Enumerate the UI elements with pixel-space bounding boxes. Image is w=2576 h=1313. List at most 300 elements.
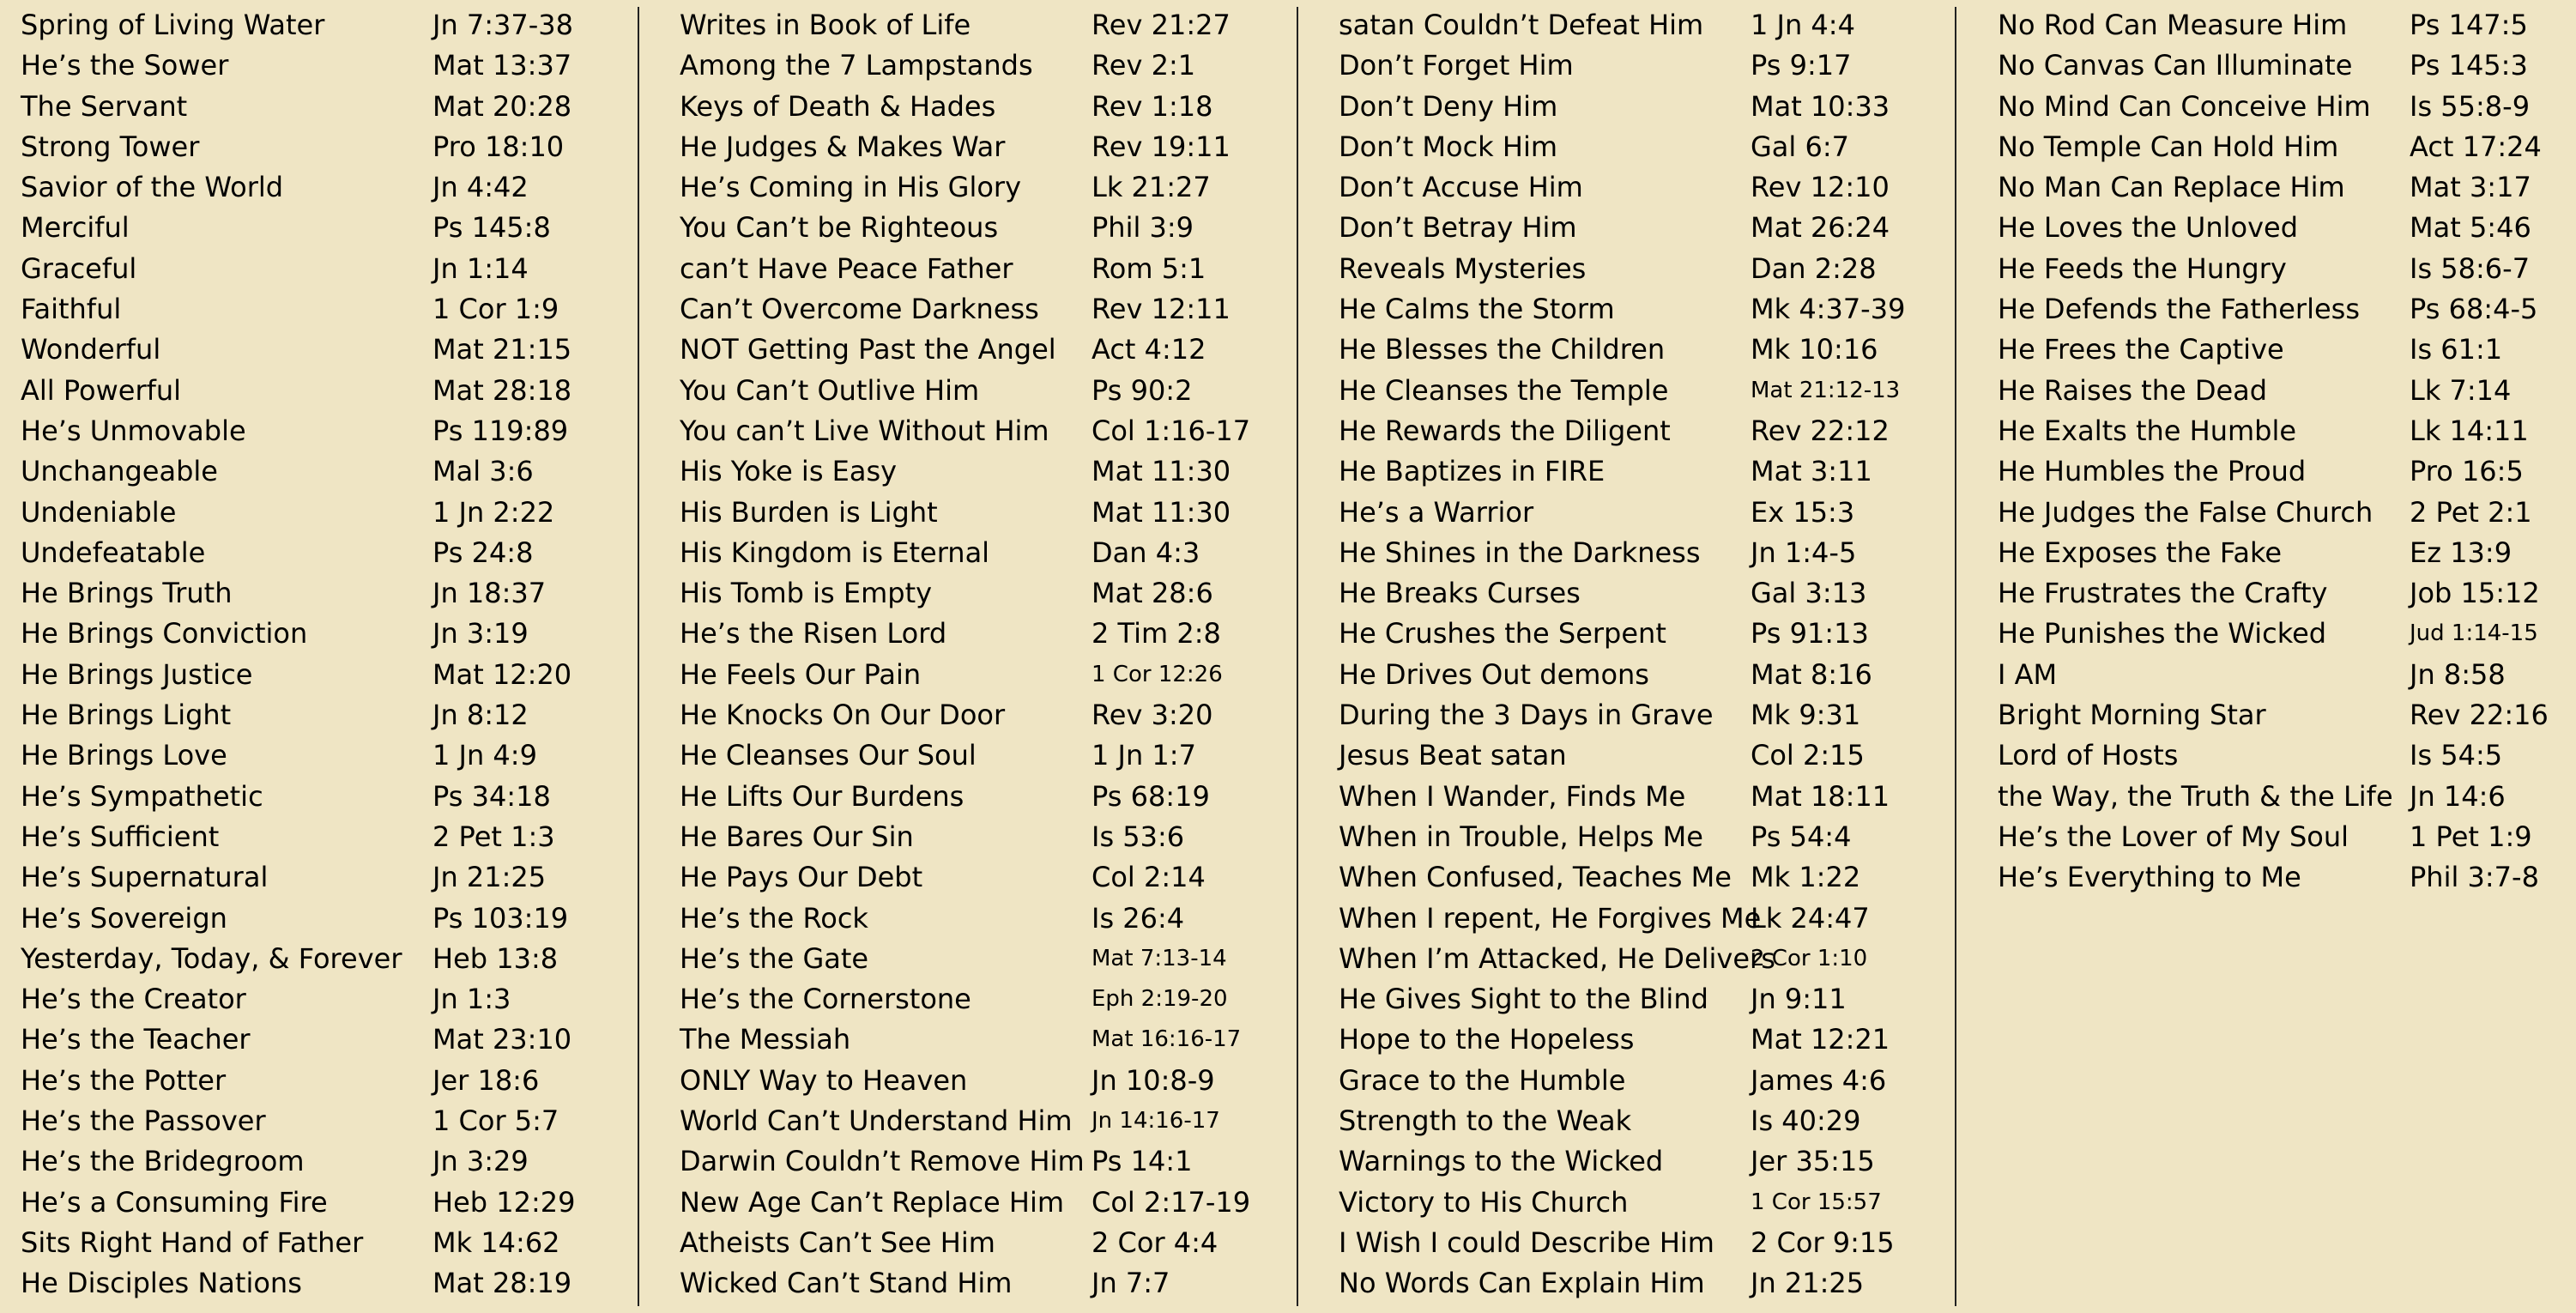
list-item	[1998, 817, 2576, 857]
title-text: He’s the Passover	[21, 1104, 266, 1138]
title-text: No Man Can Replace Him	[1998, 171, 2345, 204]
title-text: He’s Unmovable	[21, 414, 246, 447]
list-item	[21, 167, 673, 208]
scripture-reference: Phil 3:9	[1091, 211, 1194, 245]
list-item	[1998, 330, 2576, 370]
title-text: He Knocks On Our Door	[680, 699, 1006, 732]
scripture-reference: Mat 28:18	[432, 373, 572, 407]
title-text: He’s the Cornerstone	[680, 983, 971, 1016]
title-text: He Loves the Unloved	[1998, 211, 2299, 245]
list-item	[1998, 371, 2576, 411]
scripture-reference: Mat 12:20	[432, 657, 572, 691]
scripture-reference: Ps 119:89	[432, 414, 569, 447]
list-item	[1998, 411, 2576, 451]
scripture-reference: Dan 4:3	[1091, 535, 1200, 569]
title-text: Grace to the Humble	[1339, 1063, 1626, 1097]
list-item	[1339, 979, 1991, 1020]
title-text: His Burden is Light	[680, 495, 938, 529]
scripture-reference: Jn 10:8-9	[1091, 1063, 1215, 1097]
list-item	[21, 45, 673, 86]
scripture-reference: Mat 18:11	[1751, 779, 1890, 813]
list-item	[1339, 493, 1991, 533]
list-item	[1998, 493, 2576, 533]
title-text: Wonderful	[21, 333, 161, 366]
scripture-reference: Ez 13:9	[2410, 535, 2513, 569]
list-item	[21, 573, 673, 614]
title-text: He Punishes the Wicked	[1998, 617, 2327, 650]
list-item	[1998, 289, 2576, 330]
list-item	[1998, 533, 2576, 573]
scripture-reference: Mk 9:31	[1751, 699, 1861, 732]
scripture-reference: Ps 9:17	[1751, 49, 1852, 82]
scripture-reference: Is 55:8-9	[2410, 89, 2531, 123]
list-item	[21, 127, 673, 167]
list-item	[680, 493, 1332, 533]
list-item	[21, 899, 673, 939]
title-text: He’s the Gate	[680, 941, 869, 975]
list-item	[21, 777, 673, 817]
title-text: He’s a Consuming Fire	[21, 1185, 328, 1219]
title-text: When I’m Attacked, He Delivers	[1339, 941, 1775, 975]
scripture-reference: Is 58:6-7	[2410, 251, 2531, 285]
scripture-reference: Act 4:12	[1091, 333, 1206, 366]
list-item	[1339, 451, 1991, 492]
title-text: He’s the Risen Lord	[680, 617, 947, 650]
list-item	[680, 1263, 1332, 1304]
list-item	[21, 1223, 673, 1263]
title-text: Don’t Forget Him	[1339, 49, 1574, 82]
list-item	[1998, 777, 2576, 817]
scripture-reference: Mat 8:16	[1751, 657, 1872, 691]
scripture-reference: Lk 14:11	[2410, 414, 2529, 447]
list-item	[1998, 735, 2576, 776]
list-item	[21, 371, 673, 411]
title-text: He Frustrates the Crafty	[1998, 577, 2328, 610]
list-item	[1339, 573, 1991, 614]
title-text: When I Wander, Finds Me	[1339, 779, 1686, 813]
scripture-reference: 2 Cor 9:15	[1751, 1225, 1895, 1259]
scripture-reference: Mat 5:46	[2410, 211, 2531, 245]
scripture-reference: Ps 34:18	[432, 779, 551, 813]
list-item	[1998, 87, 2576, 127]
list-item	[21, 735, 673, 776]
list-item	[21, 979, 673, 1020]
scripture-reference: 1 Pet 1:9	[2410, 820, 2532, 853]
title-text: NOT Getting Past the Angel	[680, 333, 1056, 366]
list-item	[1998, 45, 2576, 86]
title-text: He’s the Potter	[21, 1063, 227, 1097]
scripture-reference: Mat 26:24	[1751, 211, 1890, 245]
title-text: He Shines in the Darkness	[1339, 535, 1701, 569]
scripture-reference: Pro 18:10	[432, 130, 565, 163]
scripture-reference: 2 Tim 2:8	[1091, 617, 1221, 650]
title-text: He Frees the Captive	[1998, 333, 2284, 366]
list-item	[1339, 249, 1991, 289]
list-item	[1339, 371, 1991, 411]
list-item	[680, 167, 1332, 208]
title-text: All Powerful	[21, 373, 182, 407]
title-text: His Kingdom is Eternal	[680, 535, 990, 569]
list-item	[21, 1101, 673, 1141]
list-item	[680, 371, 1332, 411]
list-item	[1339, 735, 1991, 776]
title-text: Sits Right Hand of Father	[21, 1225, 364, 1259]
title-text: He’s the Lover of My Soul	[1998, 820, 2349, 853]
list-item	[680, 289, 1332, 330]
list-item	[1339, 127, 1991, 167]
list-item	[1339, 655, 1991, 695]
column-divider	[1955, 7, 1956, 1306]
list-item	[21, 817, 673, 857]
column-3	[1339, 5, 1991, 1304]
list-item	[1339, 330, 1991, 370]
title-text: satan Couldn’t Defeat Him	[1339, 9, 1704, 41]
title-text: Don’t Accuse Him	[1339, 171, 1583, 204]
list-item	[1339, 87, 1991, 127]
title-text: He Blesses the Children	[1339, 333, 1666, 366]
title-text: No Canvas Can Illuminate	[1998, 49, 2353, 82]
scripture-reference: Rev 1:18	[1091, 89, 1213, 123]
title-text: Darwin Couldn’t Remove Him	[680, 1145, 1085, 1178]
list-item	[1339, 817, 1991, 857]
list-item	[680, 127, 1332, 167]
title-text: During the 3 Days in Grave	[1339, 699, 1714, 732]
scripture-reference: Col 2:14	[1091, 861, 1206, 894]
scripture-reference: Mat 16:16-17	[1091, 1026, 1242, 1053]
column-2	[680, 5, 1332, 1304]
list-item	[680, 939, 1332, 979]
list-item	[1998, 208, 2576, 248]
scripture-reference: 1 Cor 15:57	[1751, 1189, 1882, 1215]
scripture-reference: Mat 28:19	[432, 1267, 572, 1300]
title-text: No Mind Can Conceive Him	[1998, 89, 2371, 123]
title-text: He’s Supernatural	[21, 861, 269, 894]
title-text: Strength to the Weak	[1339, 1104, 1632, 1138]
scripture-reference: Mat 20:28	[432, 89, 572, 123]
list-item	[21, 1061, 673, 1101]
scripture-reference: Gal 6:7	[1751, 130, 1849, 163]
column-divider	[1297, 7, 1298, 1306]
title-text: He’s Everything to Me	[1998, 861, 2301, 894]
title-text: Undeniable	[21, 495, 177, 529]
title-text: He Feels Our Pain	[680, 657, 922, 691]
scripture-reference: 2 Cor 1:10	[1751, 945, 1868, 971]
title-text: No Words Can Explain Him	[1339, 1267, 1705, 1300]
scripture-reference: Mat 28:6	[1091, 577, 1213, 610]
scripture-reference: Jn 7:37-38	[432, 9, 574, 41]
title-text: Bright Morning Star	[1998, 699, 2266, 732]
scripture-reference: Jn 8:12	[432, 699, 529, 732]
scripture-reference: James 4:6	[1751, 1063, 1887, 1097]
scripture-reference: Rev 22:16	[2410, 699, 2549, 732]
scripture-reference: Gal 3:13	[1751, 577, 1867, 610]
list-item	[21, 533, 673, 573]
list-item	[21, 695, 673, 735]
scripture-reference: Is 53:6	[1091, 820, 1185, 853]
scripture-reference: Mat 12:21	[1751, 1023, 1890, 1056]
scripture-reference: Mal 3:6	[432, 455, 534, 488]
scripture-reference: Eph 2:19-20	[1091, 986, 1228, 1013]
scripture-reference: 1 Jn 1:7	[1091, 739, 1196, 772]
list-item	[21, 5, 673, 45]
list-item	[21, 1020, 673, 1060]
scripture-reference: Jn 7:7	[1091, 1267, 1170, 1300]
title-text: He Pays Our Debt	[680, 861, 923, 894]
list-item	[680, 899, 1332, 939]
title-text: He Brings Light	[21, 699, 232, 732]
title-text: He Disciples Nations	[21, 1267, 302, 1300]
title-text: I Wish I could Describe Him	[1339, 1225, 1714, 1259]
scripture-reference: Act 17:24	[2410, 130, 2542, 163]
title-text: He Brings Love	[21, 739, 227, 772]
list-item	[680, 979, 1332, 1020]
scripture-reference: Jn 1:14	[432, 251, 529, 285]
title-text: can’t Have Peace Father	[680, 251, 1013, 285]
list-item	[1998, 857, 2576, 898]
title-text: He Defends the Fatherless	[1998, 293, 2360, 326]
scripture-reference: Ps 68:4-5	[2410, 293, 2538, 326]
title-text: He Brings Truth	[21, 577, 233, 610]
scripture-reference: Rev 12:11	[1091, 293, 1231, 326]
list-item	[21, 289, 673, 330]
title-text: Undefeatable	[21, 535, 206, 569]
title-text: Writes in Book of Life	[680, 9, 971, 41]
list-item	[1998, 614, 2576, 654]
title-text: Don’t Deny Him	[1339, 89, 1558, 123]
list-item	[21, 939, 673, 979]
title-text: Wicked Can’t Stand Him	[680, 1267, 1013, 1300]
scripture-reference: Rev 2:1	[1091, 49, 1196, 82]
scripture-reference: 1 Cor 1:9	[432, 293, 559, 326]
list-item	[1339, 208, 1991, 248]
scripture-reference: Jn 1:3	[432, 983, 511, 1016]
list-item	[21, 451, 673, 492]
scripture-reference: Mat 13:37	[432, 49, 572, 82]
title-text: Can’t Overcome Darkness	[680, 293, 1039, 326]
title-text: You Can’t be Righteous	[680, 211, 999, 245]
title-text: When I repent, He Forgives Me	[1339, 901, 1762, 935]
list-item	[680, 857, 1332, 898]
scripture-reference: Jn 1:4-5	[1751, 535, 1857, 569]
scripture-reference: Mat 21:15	[432, 333, 572, 366]
scripture-reference: Mk 1:22	[1751, 861, 1861, 894]
title-text: He Rewards the Diligent	[1339, 414, 1671, 447]
list-item	[1998, 573, 2576, 614]
scripture-reference: 1 Jn 4:9	[432, 739, 537, 772]
title-text: Faithful	[21, 293, 122, 326]
scripture-reference: Jn 8:58	[2410, 657, 2506, 691]
list-item	[1339, 411, 1991, 451]
list-item	[680, 817, 1332, 857]
list-item	[1339, 939, 1991, 979]
title-text: You can’t Live Without Him	[680, 414, 1049, 447]
list-item	[21, 857, 673, 898]
scripture-reference: Is 54:5	[2410, 739, 2503, 772]
scripture-reference: Jn 4:42	[432, 171, 529, 204]
scripture-reference: Mk 14:62	[432, 1225, 560, 1259]
title-text: He Brings Conviction	[21, 617, 308, 650]
list-item	[1339, 533, 1991, 573]
list-item	[1339, 777, 1991, 817]
list-item	[1339, 1263, 1991, 1304]
scripture-reference: Jn 9:11	[1751, 983, 1847, 1016]
title-text: ONLY Way to Heaven	[680, 1063, 968, 1097]
title-text: Jesus Beat satan	[1339, 739, 1567, 772]
scripture-reference: Mat 3:11	[1751, 455, 1872, 488]
title-text: Merciful	[21, 211, 130, 245]
list-item	[1339, 1223, 1991, 1263]
list-item	[680, 5, 1332, 45]
scripture-reference: Lk 21:27	[1091, 171, 1211, 204]
title-text: Yesterday, Today, & Forever	[21, 941, 402, 975]
list-item	[21, 1263, 673, 1304]
list-item	[680, 777, 1332, 817]
title-text: New Age Can’t Replace Him	[680, 1185, 1065, 1219]
scripture-reference: 2 Pet 1:3	[432, 820, 555, 853]
title-text: He’s the Creator	[21, 983, 246, 1016]
scripture-reference: Is 40:29	[1751, 1104, 1861, 1138]
scripture-reference: Mat 7:13-14	[1091, 945, 1227, 971]
list-item	[1998, 655, 2576, 695]
title-text: He Raises the Dead	[1998, 373, 2268, 407]
title-text: He’s the Rock	[680, 901, 868, 935]
scripture-reference: Col 1:16-17	[1091, 414, 1251, 447]
list-item	[1998, 249, 2576, 289]
scripture-reference: Col 2:15	[1751, 739, 1865, 772]
list-item	[680, 533, 1332, 573]
list-item	[21, 614, 673, 654]
list-item	[1998, 695, 2576, 735]
scripture-reference: 1 Cor 5:7	[432, 1104, 559, 1138]
scripture-reference: Mat 21:12-13	[1751, 377, 1901, 403]
scripture-reference: Is 61:1	[2410, 333, 2503, 366]
title-text: No Temple Can Hold Him	[1998, 130, 2339, 163]
title-text: His Tomb is Empty	[680, 577, 933, 610]
title-text: He Exposes the Fake	[1998, 535, 2283, 569]
scripture-reference: Jn 3:29	[432, 1145, 529, 1178]
scripture-reference: Pro 16:5	[2410, 455, 2524, 488]
scripture-reference: Lk 24:47	[1751, 901, 1870, 935]
list-item	[1998, 451, 2576, 492]
title-text: He Brings Justice	[21, 657, 253, 691]
scripture-reference: Mat 10:33	[1751, 89, 1890, 123]
title-text: He Judges the False Church	[1998, 495, 2373, 529]
scripture-reference: 1 Jn 4:4	[1751, 9, 1855, 41]
list-item	[21, 655, 673, 695]
scripture-reference: Ex 15:3	[1751, 495, 1855, 529]
list-item	[1339, 899, 1991, 939]
title-text: His Yoke is Easy	[680, 455, 898, 488]
list-item	[1339, 857, 1991, 898]
list-item	[680, 1223, 1332, 1263]
scripture-reference: Ps 145:8	[432, 211, 551, 245]
list-item	[1339, 1141, 1991, 1182]
title-text: He Judges & Makes War	[680, 130, 1006, 163]
scripture-reference: 1 Jn 2:22	[432, 495, 555, 529]
scripture-reference: Mk 4:37-39	[1751, 293, 1906, 326]
scripture-reference: Mat 11:30	[1091, 455, 1231, 488]
list-item	[1998, 5, 2576, 45]
scripture-reference: Rev 12:10	[1751, 171, 1890, 204]
list-item	[680, 735, 1332, 776]
title-text: He Exalts the Humble	[1998, 414, 2297, 447]
scripture-reference: Ps 54:4	[1751, 820, 1852, 853]
scripture-reference: Ps 91:13	[1751, 617, 1869, 650]
scripture-reference: 2 Pet 2:1	[2410, 495, 2532, 529]
list-item	[21, 411, 673, 451]
scripture-reference: Jn 18:37	[432, 577, 547, 610]
list-item	[21, 87, 673, 127]
title-text: Warnings to the Wicked	[1339, 1145, 1664, 1178]
title-text: Strong Tower	[21, 130, 200, 163]
scripture-reference: Dan 2:28	[1751, 251, 1877, 285]
list-item	[21, 330, 673, 370]
title-text: Among the 7 Lampstands	[680, 49, 1033, 82]
scripture-reference: Col 2:17-19	[1091, 1185, 1251, 1219]
list-item	[680, 87, 1332, 127]
list-item	[680, 1183, 1332, 1223]
list-item	[21, 208, 673, 248]
scripture-reference: Jn 14:6	[2410, 779, 2506, 813]
title-text: He’s Sympathetic	[21, 779, 263, 813]
title-text: He’s the Bridegroom	[21, 1145, 305, 1178]
scripture-reference: Rev 19:11	[1091, 130, 1231, 163]
scripture-reference: Rom 5:1	[1091, 251, 1206, 285]
list-item	[1339, 614, 1991, 654]
list-item	[680, 451, 1332, 492]
column-1	[21, 5, 673, 1304]
title-text: He Cleanses the Temple	[1339, 373, 1669, 407]
list-item	[1998, 167, 2576, 208]
title-text: Don’t Mock Him	[1339, 130, 1557, 163]
title-text: No Rod Can Measure Him	[1998, 9, 2348, 41]
title-text: He Baptizes in FIRE	[1339, 455, 1605, 488]
title-text: Unchangeable	[21, 455, 218, 488]
title-text: World Can’t Understand Him	[680, 1104, 1073, 1138]
list-item	[680, 573, 1332, 614]
title-text: He’s Coming in His Glory	[680, 171, 1022, 204]
list-item	[680, 695, 1332, 735]
scripture-reference: Jer 35:15	[1751, 1145, 1875, 1178]
list-item	[680, 655, 1332, 695]
title-text: He’s Sovereign	[21, 901, 227, 935]
title-text: He’s the Sower	[21, 49, 229, 82]
list-item	[680, 1061, 1332, 1101]
scripture-reference: Rev 3:20	[1091, 699, 1213, 732]
scripture-reference: Heb 13:8	[432, 941, 559, 975]
scripture-reference: Jn 3:19	[432, 617, 529, 650]
scripture-reference: Job 15:12	[2410, 577, 2540, 610]
scripture-reference: Lk 7:14	[2410, 373, 2512, 407]
scripture-reference: Ps 90:2	[1091, 373, 1193, 407]
list-item	[1339, 1020, 1991, 1060]
scripture-reference: 1 Cor 12:26	[1091, 661, 1223, 687]
title-text: I AM	[1998, 657, 2058, 691]
scripture-reference: Mat 11:30	[1091, 495, 1231, 529]
scripture-reference: Ps 24:8	[432, 535, 534, 569]
title-text: He’s a Warrior	[1339, 495, 1534, 529]
title-text: Savior of the World	[21, 171, 284, 204]
list-item	[21, 493, 673, 533]
scripture-reference: Jud 1:14-15	[2410, 620, 2538, 647]
list-item	[21, 1183, 673, 1223]
title-text: He Lifts Our Burdens	[680, 779, 964, 813]
list-item	[21, 1141, 673, 1182]
title-text: When Confused, Teaches Me	[1339, 861, 1732, 894]
list-item	[1339, 1101, 1991, 1141]
title-text: Spring of Living Water	[21, 9, 325, 41]
list-item	[1339, 45, 1991, 86]
